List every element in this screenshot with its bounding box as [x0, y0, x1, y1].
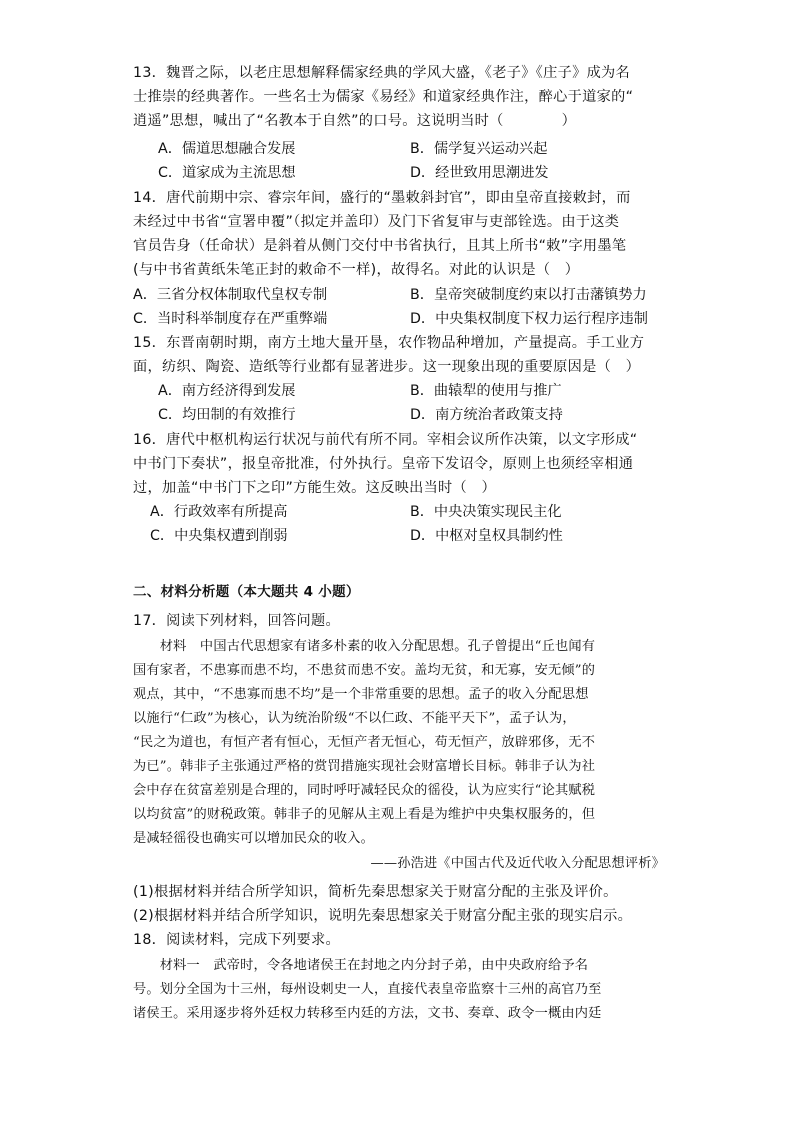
q15-option-b[interactable]: B．曲辕犁的使用与推广: [410, 383, 562, 399]
q15-line-1: 15．东晋南朝时期，南方土地大量开垦，农作物品种增加，产量提高。手工业方: [133, 335, 645, 351]
q17-question-2: (2)根据材料并结合所学知识，说明先秦思想家关于财富分配主张的现实启示。: [133, 908, 633, 924]
q16-option-c[interactable]: C．中央集权遭到削弱: [150, 528, 288, 544]
q18-material-line: 诸侯王。采用逐步将外廷权力转移至内廷的方法，文书、奏章、政令一概由内廷: [133, 1006, 602, 1021]
q17-material-line: 观点，其中，“不患寡而患不均”是一个非常重要的思想。孟子的收入分配思想: [133, 687, 589, 702]
q13-option-b[interactable]: B．儒学复兴运动兴起: [410, 141, 548, 157]
q13-option-c[interactable]: C．道家成为主流思想: [158, 165, 296, 181]
q15-line-2: 面，纺织、陶瓷、造纸等行业都有显著进步。这一现象出现的重要原因是（ ）: [133, 359, 641, 375]
q14-line-3: 官员告身（任命状）是斜着从侧门交付中书省执行，且其上所书“敕”字用墨笔: [133, 238, 627, 254]
q16-line-1: 16．唐代中枢机构运行状况与前代有所不同。宰相会议所作决策，以文字形成“: [133, 432, 638, 448]
q13-line-2: 士推崇的经典著作。一些名士为儒家《易经》和道家经典作注，醉心于道家的“: [133, 89, 634, 105]
q17-question-1: (1)根据材料并结合所学知识，简析先秦思想家关于财富分配的主张及评价。: [133, 884, 618, 900]
q14-option-b[interactable]: B．皇帝突破制度约束以打击藩镇势力: [410, 287, 647, 303]
q13-line-3: 逍遥”思想，喊出了“名教本于自然”的口号。这说明当时（ ）: [133, 113, 577, 129]
q16-line-3: 过，加盖“中书门下之印”方能生效。这反映出当时（ ）: [133, 480, 497, 496]
q17-material-line: 材料 中国古代思想家有诸多朴素的收入分配思想。孔子曾提出“丘也闻有: [133, 639, 596, 654]
q17-material-line: 以施行“仁政”为核心，认为统治阶级“不以仁政、不能平天下”，孟子认为，: [133, 711, 576, 726]
q14-option-c[interactable]: C．当时科举制度存在严重弊端: [133, 311, 328, 327]
q17-material-line: 是减轻徭役也确实可以增加民众的收入。: [133, 831, 374, 846]
q14-option-a[interactable]: A．三省分权体制取代皇权专制: [133, 287, 328, 303]
q13-option-d[interactable]: D．经世致用思潮进发: [410, 165, 549, 181]
q14-line-4: (与中书省黄纸朱笔正封的敕命不一样)，故得名。对此的认识是（ ）: [133, 262, 580, 278]
q18-intro: 18．阅读材料，完成下列要求。: [133, 932, 340, 948]
q13-option-a[interactable]: A．儒道思想融合发展: [158, 141, 296, 157]
q14-line-2: 未经过中书省“宣署申覆”（拟定并盖印）及门下省复审与吏部铨选。由于这类: [133, 214, 620, 230]
q14-option-d[interactable]: D．中央集权制度下权力运行程序违制: [410, 311, 648, 327]
q17-material-line: “民之为道也，有恒产者有恒心，无恒产者无恒心，苟无恒产，放辟邪侈，无不: [133, 735, 596, 750]
q17-material-line: 为已”。韩非子主张通过严格的赏罚措施实现社会财富增长目标。韩非子认为社: [133, 759, 596, 774]
q18-material-line: 号。划分全国为十三州，每州设刺史一人，直接代表皇帝监察十三州的高官乃至: [133, 982, 602, 997]
section-title: 二、材料分析题（本大题共 4 小题）: [133, 584, 360, 600]
q17-material-line: 国有家者，不患寡而患不均，不患贫而患不安。盖均无贫，和无寡，安无倾”的: [133, 663, 596, 678]
q18-material-line: 材料一 武帝时，令各地诸侯王在封地之内分封子弟，由中央政府给予名: [133, 958, 589, 973]
q16-option-d[interactable]: D．中枢对皇权具制约性: [410, 528, 563, 544]
q15-option-a[interactable]: A．南方经济得到发展: [158, 383, 296, 399]
q13-line-1: 13．魏晋之际，以老庄思想解释儒家经典的学风大盛，《老子》《庄子》成为名: [133, 65, 631, 81]
q16-option-b[interactable]: B．中央决策实现民主化: [410, 504, 562, 520]
q15-option-d[interactable]: D．南方统治者政策支持: [410, 407, 563, 423]
q16-option-a[interactable]: A．行政效率有所提高: [150, 504, 288, 520]
q15-option-c[interactable]: C．均田制的有效推行: [158, 407, 296, 423]
q17-source: ——孙浩进《中国古代及近代收入分配思想评析》: [370, 856, 665, 871]
q16-line-2: 中书门下奏状”，报皇帝批准，付外执行。皇帝下发诏令，原则上也须经宰相通: [133, 456, 634, 472]
q17-intro: 17．阅读下列材料，回答问题。: [133, 613, 340, 629]
q17-material-line: 会中存在贫富差别是合理的，同时呼吁减轻民众的徭役，认为应实行“论其赋税: [133, 783, 596, 798]
q14-line-1: 14．唐代前期中宗、睿宗年间，盛行的“墨敕斜封官”，即由皇帝直接敕封，而: [133, 190, 631, 206]
q17-material-line: 以均贫富”的财税政策。韩非子的见解从主观上看是为维护中央集权服务的，但: [133, 807, 596, 822]
